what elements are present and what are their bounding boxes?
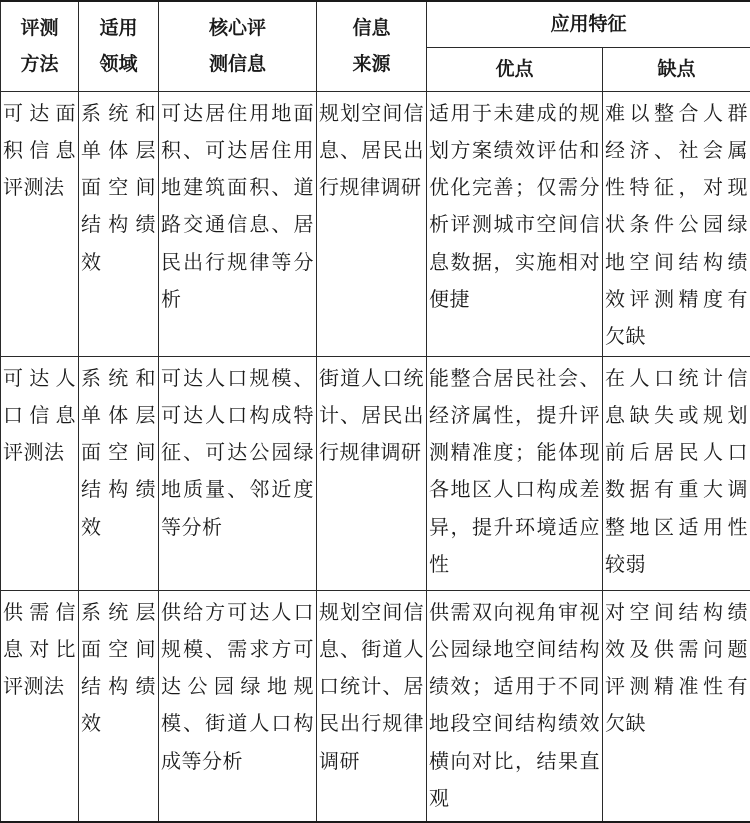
cell-source: 街道人口统计、居民出行规律调研 (317, 356, 427, 590)
table-row (1, 91, 750, 356)
header-advantages: 优点 (427, 47, 603, 91)
cell-disadvantages: 难以整合人群经济、社会属性特征，对现状条件公园绿地空间结构绩效评测精度有欠缺 (603, 91, 750, 356)
header-method: 评测方法 (1, 1, 79, 91)
cell-core-info: 可达居住用地面积、可达居住用地建筑面积、道路交通信息、居民出行规律等分析 (159, 91, 317, 356)
cell-advantages: 供需双向视角审视公园绿地空间结构绩效；适用于不同地段空间结构绩效横向对比，结果直观 (427, 590, 603, 822)
cell-field: 系统和单体层面空间结构绩效 (79, 356, 159, 590)
cell-advantages: 能整合居民社会、经济属性，提升评测精准度；能体现各地区人口构成差异，提升环境适应性 (427, 356, 603, 590)
header-disadvantages: 缺点 (603, 47, 750, 91)
cell-field: 系统和单体层面空间结构绩效 (79, 91, 159, 356)
table-header (1, 1, 750, 91)
table-body (1, 91, 750, 822)
cell-source: 规划空间信息、居民出行规律调研 (317, 91, 427, 356)
cell-source: 规划空间信息、街道人口统计、居民出行规律调研 (317, 590, 427, 822)
cell-disadvantages: 在人口统计信息缺失或规划前后居民人口数据有重大调整地区适用性较弱 (603, 356, 750, 590)
cell-advantages: 适用于未建成的规划方案绩效评估和优化完善；仅需分析评测城市空间信息数据，实施相对便捷 (427, 91, 603, 356)
header-source: 信息来源 (317, 1, 427, 91)
header-field: 适用领域 (79, 1, 159, 91)
header-core-info: 核心评测信息 (159, 1, 317, 91)
cell-method: 可达人口信息评测法 (1, 356, 79, 590)
cell-field: 系统层面空间结构绩效 (79, 590, 159, 822)
table-row (1, 356, 750, 590)
header-features: 应用特征 (427, 1, 750, 47)
cell-core-info: 可达人口规模、可达人口构成特征、可达公园绿地质量、邻近度等分析 (159, 356, 317, 590)
cell-method: 可达面积信息评测法 (1, 91, 79, 356)
cell-method: 供需信息对比评测法 (1, 590, 79, 822)
cell-core-info: 供给方可达人口规模、需求方可达公园绿地规模、街道人口构成等分析 (159, 590, 317, 822)
table-row (1, 590, 750, 822)
cell-disadvantages: 对空间结构绩效及供需问题评测精准性有欠缺 (603, 590, 750, 822)
